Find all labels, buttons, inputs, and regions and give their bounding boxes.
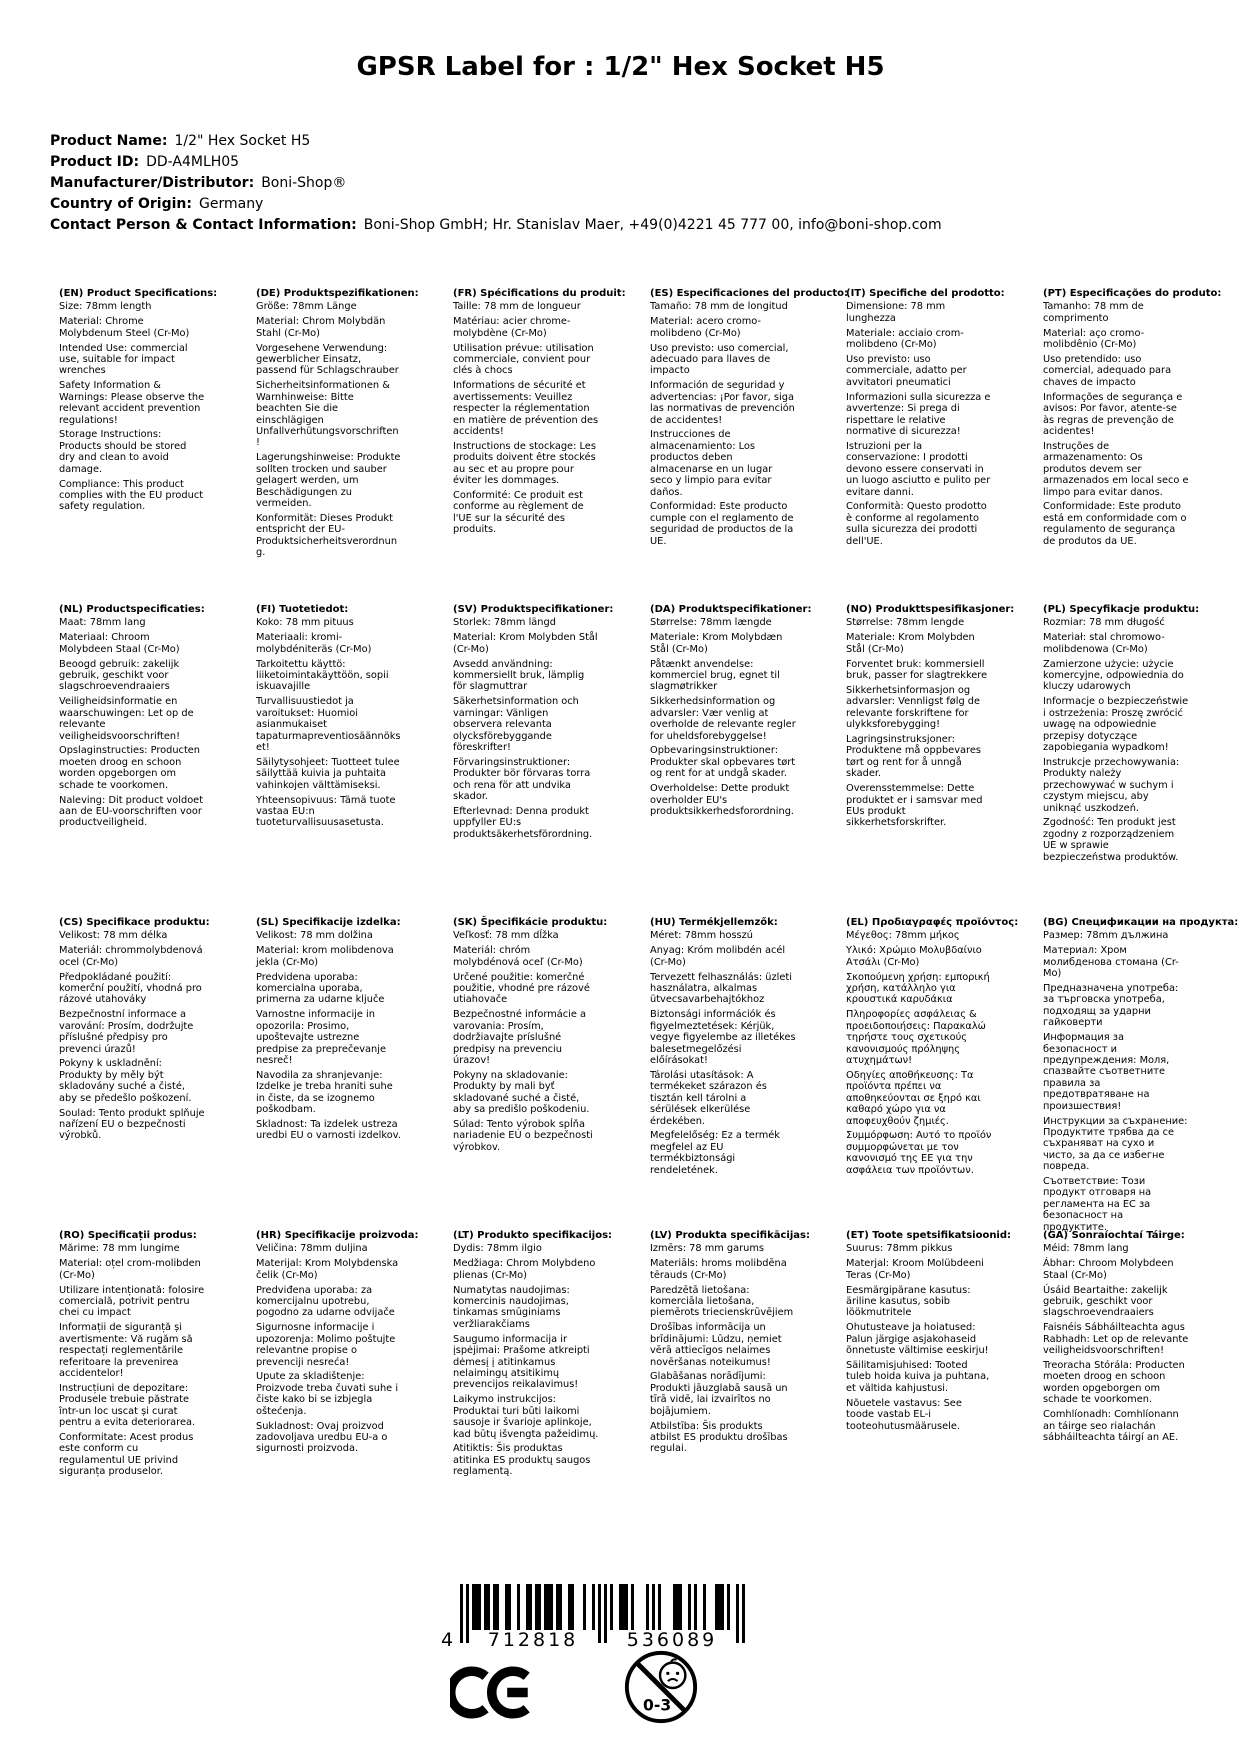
spec-block-header: (ET) Toote spetsifikatsioonid:: [846, 1230, 1012, 1241]
spec-paragraph: Úsáid Beartaithe: zakelijk gebruik, geschikt voor slagschroevendraaiers: [1043, 1284, 1168, 1319]
spec-paragraph: Predvidena uporaba: komercialna uporaba, primerna za udarne ključe: [256, 971, 385, 1006]
spec-block-hu: [650, 917, 796, 1180]
spec-paragraph: Uso previsto: uso commerciale, adatto per avvitatori pneumatici: [846, 354, 967, 388]
spec-block-header: (EN) Product Specifications:: [59, 288, 218, 299]
spec-block-it: [846, 288, 1005, 551]
contact-label: Contact Person & Contact Information:: [50, 217, 357, 233]
manufacturer-label: Manufacturer/Distributor:: [50, 175, 255, 191]
spec-paragraph: Materiāls: hroms molibdēna tērauds (Cr-Mo): [650, 1258, 787, 1281]
spec-paragraph: Comhlíonadh: Comhlíonann an táirge seo rialachán sábháilteachta táirgí an AE.: [1043, 1409, 1179, 1443]
spec-paragraph: Megfelelőség: Ez a termék megfelel az EU termékbiztonsági rendeletének.: [650, 1130, 780, 1176]
spec-block-hr: [256, 1230, 419, 1458]
spec-paragraph: Uso pretendido: uso comercial, adequado para chaves de impacto: [1043, 354, 1172, 388]
manufacturer-line: [50, 173, 942, 194]
spec-paragraph: Información de seguridad y advertencias: ¡Por favor, siga las normativas de prevención de accidentes!: [650, 380, 795, 426]
spec-paragraph: Uso previsto: uso comercial, adecuado para llaves de impacto: [650, 342, 789, 377]
spec-paragraph: Tervezett felhasználás: üzleti használatra, alkalmas ütvecsavarbehajtókhoz: [650, 971, 792, 1006]
spec-paragraph: Påtænkt anvendelse: kommerciel brug, egnet til slagmøtrikker: [650, 658, 780, 693]
spec-block-sv: [453, 604, 614, 844]
spec-paragraph: Utilizare intenționată: folosire comercială, potrivit pentru chei cu impact: [59, 1284, 205, 1319]
spec-paragraph: Size: 78mm length: [59, 301, 152, 313]
spec-block-header: (SK) Špecifikácie produktu:: [453, 917, 608, 928]
spec-paragraph: Nõuetele vastavus: See toode vastab EL-i tooteohutusmäärusele.: [846, 1397, 962, 1432]
spec-paragraph: Μέγεθος: 78mm μήκος: [846, 930, 960, 942]
spec-paragraph: Säkerhetsinformation och varningar: Vänligen observera relevanta olycksförebyggande föreskrifter!: [453, 696, 579, 753]
spec-block-fi: [256, 604, 402, 832]
spec-block-sl: [256, 917, 402, 1145]
spec-paragraph: Turvallisuustiedot ja varoitukset: Huomioi asianmukaiset tapaturmapreventiosäännökset!: [256, 696, 401, 753]
spec-paragraph: Určené použitie: komerčné použitie, vhodné pre rázové utiahovače: [453, 971, 590, 1006]
spec-paragraph: Materiál: chrommolybdenová ocel (Cr-Mo): [59, 945, 203, 968]
spec-paragraph: Eesmärgipärane kasutus: äriline kasutus, sobib löökmutritele: [846, 1284, 971, 1319]
spec-block-header: (CS) Specifikace produktu:: [59, 917, 210, 928]
spec-block-header: (EL) Προδιαγραφές προϊόντος:: [846, 917, 1019, 928]
spec-paragraph: Material: Krom Molybden Stål (Cr-Mo): [453, 632, 598, 655]
spec-paragraph: Treoracha Stórála: Producten moeten droog en schoon worden opgeborgen om schade te voorkomen.: [1043, 1360, 1185, 1406]
spec-paragraph: Forventet bruk: kommersiell bruk, passer for slagtrekkere: [846, 658, 988, 682]
spec-paragraph: Materiale: Krom Molybdæn Stål (Cr-Mo): [650, 632, 783, 655]
spec-paragraph: Größe: 78mm Länge: [256, 301, 357, 313]
spec-paragraph: Yhteensopivuus: Tämä tuote vastaa EU:n tuoteturvallisuusasetusta.: [256, 794, 396, 829]
spec-paragraph: Maat: 78mm lang: [59, 617, 146, 629]
spec-block-de: [256, 288, 419, 562]
spec-block-header: (SV) Produktspecifikationer:: [453, 604, 614, 615]
spec-paragraph: Saugumo informacija ir įspėjimai: Prašome atkreipti dėmesį į atitinkamus nelaimingų atsitikimų prevencijos reikalavimus!: [453, 1333, 590, 1391]
spec-block-header: (FI) Tuotetiedot:: [256, 604, 349, 615]
spec-paragraph: Συμμόρφωση: Αυτό το προϊόν συμμορφώνεται με τον κανονισμό της ΕΕ για την ασφάλεια των προϊόντων.: [846, 1130, 992, 1176]
product-name-value: 1/2" Hex Socket H5: [174, 133, 311, 149]
spec-paragraph: Conformidad: Este producto cumple con el reglamento de seguridad de productos de la UE.: [650, 501, 794, 547]
country-label: Country of Origin:: [50, 196, 192, 212]
spec-paragraph: Istruzioni per la conservazione: I prodotti devono essere conservati in un luogo asciutto e pulito per evitare danni.: [846, 440, 991, 498]
spec-block-header: (FR) Spécifications du produit:: [453, 288, 626, 299]
spec-paragraph: Méid: 78mm lang: [1043, 1243, 1129, 1255]
spec-paragraph: Sukladnost: Ovaj proizvod zadovoljava uredbu EU-a o sigurnosti proizvoda.: [256, 1420, 388, 1455]
barcode-group1: 712818: [487, 1629, 579, 1650]
spec-paragraph: Suurus: 78mm pikkus: [846, 1243, 953, 1255]
spec-paragraph: Инструкции за съхранение: Продуктите трябва да се съхраняват на сухо и чисто, за да се избегне повреда.: [1043, 1115, 1188, 1173]
spec-paragraph: Предназначена употреба: за търговска употреба, подходящ за ударни гайковерти: [1043, 983, 1179, 1029]
age-warning-label: 0-3: [643, 1696, 672, 1715]
spec-block-pl: [1043, 604, 1200, 867]
spec-paragraph: Conformitate: Acest produs este conform cu regulamentul UE privind siguranța produselor.: [59, 1432, 194, 1478]
spec-paragraph: Předpokládané použití: komerční použití, vhodná pro rázové utahováky: [59, 971, 202, 1006]
spec-block-header: (BG) Спецификации на продукта:: [1043, 917, 1239, 928]
spec-paragraph: Съответствие: Този продукт отговаря на регламента на ЕС за безопасност на продуктите.: [1043, 1176, 1152, 1233]
spec-paragraph: Sigurnosne informacije i upozorenja: Molimo poštujte relevantne propise o prevenciji nesreća!: [256, 1322, 396, 1368]
spec-paragraph: Tárolási utasítások: A termékeket szárazon és tisztán kell tárolni a sérülések elkerülése érdekében.: [650, 1069, 767, 1127]
spec-paragraph: Υλικό: Χρώμιο Μολυβδαίνιο Ατσάλι (Cr-Mo): [846, 945, 982, 968]
country-value: Germany: [199, 196, 264, 212]
spec-paragraph: Tamaño: 78 mm de longitud: [650, 301, 788, 313]
spec-paragraph: Overensstemmelse: Dette produktet er i samsvar med EUs produkt sikkerhetsforskrifter.: [846, 783, 983, 829]
spec-paragraph: Predviđena uporaba: za komercijalnu upotrebu, pogodno za udarne odvijače: [256, 1284, 395, 1319]
spec-paragraph: Atitiktis: Šis produktas atitinka ES produktų saugos reglamentą.: [453, 1443, 591, 1478]
spec-paragraph: Materiale: acciaio crom-molibdeno (Cr-Mo): [846, 327, 964, 351]
spec-paragraph: Intended Use: commercial use, suitable for impact wrenches: [59, 342, 188, 377]
spec-paragraph: Material: oțel crom-molibden (Cr-Mo): [59, 1258, 201, 1281]
spec-paragraph: Veličina: 78mm duljina: [256, 1243, 368, 1255]
spec-paragraph: Konformität: Dieses Produkt entspricht der EU-Produktsicherheitsverordnung.: [256, 512, 398, 559]
spec-paragraph: Bezpečnostní informace a varování: Prosím, dodržujte příslušné předpisy pro prevenci úrazů!: [59, 1009, 194, 1055]
spec-paragraph: Размер: 78mm дължина: [1043, 930, 1169, 942]
spec-paragraph: Utilisation prévue: utilisation commerciale, convient pour clés à chocs: [453, 342, 594, 377]
spec-paragraph: Tarkoitettu käyttö: liiketoimintakäyttöön, sopii iskuavajille: [256, 658, 389, 693]
spec-paragraph: Numatytas naudojimas: komercinis naudojimas, tinkamas smūginiams veržliarakčiams: [453, 1284, 570, 1330]
spec-paragraph: Informații de siguranță și avertismente: Vă rugăm să respectați reglementările referitoare la prevenirea accidentelor!: [59, 1322, 193, 1379]
spec-paragraph: Zamierzone użycie: użycie komercyjne, odpowiednia do kluczy udarowych: [1043, 658, 1184, 693]
spec-paragraph: Materiaal: Chroom Molybdeen Staal (Cr-Mo): [59, 632, 180, 655]
spec-paragraph: Lagringsinstruksjoner: Produktene må oppbevares tørt og rent for å unngå skader.: [846, 734, 981, 780]
spec-paragraph: Opbevaringsinstruktioner: Produkter skal opbevares tørt og rent for at undgå skader.: [650, 745, 796, 780]
spec-paragraph: Opslaginstructies: Producten moeten droog en schoon worden opgeborgen om schade te voorkomen.: [59, 745, 201, 791]
spec-block-bg: [1043, 917, 1239, 1237]
spec-paragraph: Skladnost: Ta izdelek ustreza uredbi EU o varnosti izdelkov.: [256, 1119, 401, 1142]
spec-paragraph: Sikkerhetsinformasjon og advarsler: Vennligst følg de relevante forskriftene for ulykksforebygging!: [846, 684, 981, 731]
spec-block-ro: [59, 1230, 205, 1481]
spec-paragraph: Dimensione: 78 mm lunghezza: [846, 301, 946, 324]
spec-paragraph: Faisnéis Sábháilteachta agus Rabhadh: Let op de relevante veiligheidsvoorschriften!: [1043, 1322, 1189, 1357]
spec-paragraph: Материал: Хром молибденова стомана (Cr-Mo): [1043, 945, 1179, 980]
spec-block-sk: [453, 917, 608, 1157]
spec-block-header: (LV) Produkta specifikācijas:: [650, 1230, 810, 1241]
product-id-value: DD-A4MLH05: [146, 154, 240, 170]
spec-paragraph: Vorgesehene Verwendung: gewerblicher Einsatz, passend für Schlagschrauber: [256, 342, 399, 377]
spec-paragraph: Upute za skladištenje: Proizvode treba čuvati suhe i čiste kako bi se izbjegla oštećenja.: [256, 1371, 399, 1417]
product-info: [50, 131, 942, 236]
spec-block-da: [650, 604, 812, 821]
spec-paragraph: Lagerungshinweise: Produkte sollten trocken und sauber gelagert werden, um Beschädigungen zu vermeiden.: [256, 452, 401, 509]
spec-paragraph: Σκοπούμενη χρήση: εμπορική χρήση, κατάλληλο για κρουστικά καρυδάκια: [846, 971, 990, 1006]
spec-paragraph: Bezpečnostné informácie a varovania: Prosím, dodržiavajte príslušné predpisy na prevenciu úrazov!: [453, 1009, 587, 1066]
spec-paragraph: Materiál: chróm molybdénová oceľ (Cr-Mo): [453, 945, 583, 968]
spec-paragraph: Informações de segurança e avisos: Por favor, atente-se às regras de prevenção de acidentes!: [1043, 391, 1183, 437]
country-line: [50, 194, 942, 215]
spec-paragraph: Velikost: 78 mm dolžina: [256, 930, 373, 942]
baby-face-icon: [660, 1663, 685, 1688]
barcode-group2: 536089: [626, 1629, 718, 1650]
spec-paragraph: Navodila za shranjevanje: Izdelke je treba hraniti suhe in čiste, da se izognemo poškodbam.: [256, 1069, 393, 1116]
spec-block-cs: [59, 917, 210, 1145]
spec-block-en: [59, 288, 218, 516]
spec-paragraph: Информация за безопасност и предупреждения: Моля, спазвайте съответните правила за предотвратяване на произшествия!: [1043, 1032, 1170, 1112]
spec-paragraph: Velikost: 78 mm délka: [59, 930, 168, 942]
spec-paragraph: Soulad: Tento produkt splňuje nařízení EU o bezpečnosti výrobků.: [59, 1107, 205, 1142]
spec-paragraph: Glabāšanas norādījumi: Produkti jāuzglabā sausā un tīrā vidē, lai izvairītos no bojājumiem.: [650, 1371, 788, 1417]
spec-block-header: (HR) Specifikacije proizvoda:: [256, 1230, 419, 1241]
spec-paragraph: Biztonsági információk és figyelmeztetések: Kérjük, vegye figyelembe az illetékes balesetmegelőzési előírásokat!: [650, 1009, 796, 1066]
spec-block-et: [846, 1230, 1012, 1436]
spec-paragraph: Naleving: Dit product voldoet aan de EU-voorschriften voor productveiligheid.: [59, 794, 204, 829]
spec-paragraph: Rozmiar: 78 mm długość: [1043, 617, 1165, 629]
spec-paragraph: Conformidade: Este produto está em conformidade com o regulamento de segurança de produtos da UE.: [1043, 501, 1187, 547]
spec-paragraph: Material: Chrome Molybdenum Steel (Cr-Mo): [59, 316, 190, 339]
spec-paragraph: Instructions de stockage: Les produits doivent être stockés au sec et au propre pour éviter les dommages.: [453, 440, 596, 487]
spec-paragraph: Instruções de armazenamento: Os produtos devem ser armazenados em local seco e limpo para evitar danos.: [1043, 440, 1189, 498]
spec-paragraph: Veľkosť: 78 mm dĺžka: [453, 930, 559, 942]
spec-paragraph: Efterlevnad: Denna produkt uppfyller EU:s produktsäkerhetsförordning.: [453, 806, 593, 840]
spec-paragraph: Informazioni sulla sicurezza e avvertenze: Si prega di rispettare le relative normative di sicurezza!: [846, 391, 991, 437]
barcode: [436, 1584, 746, 1650]
spec-paragraph: Materiale: Krom Molybden Stål (Cr-Mo): [846, 632, 975, 655]
spec-paragraph: Storage Instructions: Products should be stored dry and clean to avoid damage.: [59, 429, 187, 475]
product-id-label: Product ID:: [50, 154, 140, 170]
spec-block-header: (DE) Produktspezifikationen:: [256, 288, 419, 299]
spec-block-header: (IT) Specifiche del prodotto:: [846, 288, 1005, 299]
spec-paragraph: Varnostne informacije in opozorila: Prosimo, upoštevajte ustrezne predpise za preprečevanje nesreč!: [256, 1009, 387, 1066]
barcode-left-digit: 4: [440, 1629, 454, 1650]
spec-block-nl: [59, 604, 205, 832]
spec-paragraph: Matériau: acier chrome-molybdène (Cr-Mo): [453, 316, 571, 339]
product-id-line: [50, 152, 942, 173]
spec-block-pt: [1043, 288, 1222, 551]
spec-block-header: (RO) Specificații produs:: [59, 1230, 197, 1241]
spec-paragraph: Material: Chrom Molybdän Stahl (Cr-Mo): [256, 316, 386, 339]
contact-value: Boni-Shop GmbH; Hr. Stanislav Maer, +49(0)4221 45 777 00, info@boni-shop.com: [363, 217, 942, 233]
spec-paragraph: Méret: 78mm hosszú: [650, 930, 754, 942]
spec-paragraph: Paredzētā lietošana: komerciāla lietošana, piemērots triecienskrūvējiem: [650, 1284, 794, 1319]
spec-block-lt: [453, 1230, 613, 1481]
spec-block-ga: [1043, 1230, 1189, 1447]
spec-paragraph: Koko: 78 mm pituus: [256, 617, 354, 629]
spec-paragraph: Pokyny na skladovanie: Produkty by mali byť skladované suché a čisté, aby sa predišlo poškodeniu.: [453, 1069, 590, 1116]
spec-paragraph: Mărime: 78 mm lungime: [59, 1243, 180, 1255]
spec-paragraph: Materijal: Krom Molybdenska čelik (Cr-Mo): [256, 1258, 399, 1281]
spec-paragraph: Materiaali: kromi-molybdéniteräs (Cr-Mo): [256, 632, 372, 655]
spec-paragraph: Taille: 78 mm de longueur: [453, 301, 581, 313]
spec-paragraph: Säilitamisjuhised: Tooted tuleb hoida kuiva ja puhtana, et vältida kahjustusi.: [846, 1360, 990, 1394]
spec-block-el: [846, 917, 1019, 1180]
spec-block-lv: [650, 1230, 810, 1458]
spec-paragraph: Storlek: 78mm längd: [453, 617, 556, 629]
spec-paragraph: Drošības informācija un brīdinājumi: Lūdzu, ņemiet vērā attiecīgos nelaimes novēršanas noteikumus!: [650, 1322, 782, 1368]
spec-paragraph: Πληροφορίες ασφάλειας & προειδοποιήσεις: Παρακαλώ τηρήστε τους σχετικούς κανονισμούς πρόληψης ατυχημάτων!: [846, 1009, 986, 1066]
spec-block-header: (SL) Specifikacije izdelka:: [256, 917, 401, 928]
spec-paragraph: Materiał: stal chromowo-molibdenowa (Cr-Mo): [1043, 632, 1165, 655]
spec-paragraph: Οδηγίες αποθήκευσης: Τα προϊόντα πρέπει να αποθηκεύονται σε ξηρό και καθαρό χώρο για να αποφευχθούν ζημιές.: [846, 1069, 981, 1127]
spec-paragraph: Sikkerhedsinformation og advarsler: Vær venlig at overholde de relevante regler for uheldsforebyggelse!: [650, 696, 796, 742]
spec-paragraph: Sicherheitsinformationen & Warnhinweise: Bitte beachten Sie die einschlägigen Unfallverhütungsvorschriften!: [256, 380, 399, 449]
spec-paragraph: Material: aço cromo-molibdênio (Cr-Mo): [1043, 327, 1145, 351]
spec-paragraph: Instrucciones de almacenamiento: Los productos deben almacenarse en un lugar seco y limpio para evitar daños.: [650, 429, 773, 498]
spec-paragraph: Material: acero cromo-molibdeno (Cr-Mo): [650, 316, 761, 339]
spec-block-header: (LT) Produkto specifikacijos:: [453, 1230, 613, 1241]
spec-paragraph: Izmērs: 78 mm garums: [650, 1243, 765, 1255]
spec-paragraph: Veiligheidsinformatie en waarschuwingen: Let op de relevante veiligheidsvoorschriften!: [59, 696, 194, 742]
spec-paragraph: Informacje o bezpieczeństwie i ostrzeżenia: Proszę zwrócić uwagę na odpowiednie przepisy dotyczące zapobiegania wypadkom!: [1043, 696, 1189, 753]
ce-mark-icon: [450, 1666, 538, 1719]
spec-paragraph: Súlad: Tento výrobok spĺňa nariadenie EÚ o bezpečnosti výrobkov.: [453, 1119, 593, 1153]
spec-paragraph: Atbilstība: Šis produkts atbilst ES produktu drošības regulai.: [650, 1420, 788, 1455]
spec-block-header: (NO) Produkttspesifikasjoner:: [846, 604, 1015, 615]
spec-block-header: (GA) Sonraíochtaí Táirge:: [1043, 1230, 1185, 1241]
spec-paragraph: Compliance: This product complies with the EU product safety regulation.: [59, 478, 204, 513]
spec-paragraph: Beoogd gebruik: zakelijk gebruik, geschikt voor slagschroevendraaiers: [59, 658, 180, 693]
spec-block-header: (DA) Produktspecifikationer:: [650, 604, 812, 615]
spec-paragraph: Conformità: Questo prodotto è conforme al regolamento sulla sicurezza dei prodotti dell'UE.: [846, 501, 987, 547]
spec-paragraph: Størrelse: 78mm længde: [650, 617, 772, 629]
spec-block-header: (NL) Productspecificaties:: [59, 604, 205, 615]
spec-paragraph: Instrucțiuni de depozitare: Produsele trebuie păstrate într-un loc uscat și curat pentru a evita deteriorarea.: [59, 1382, 196, 1429]
spec-paragraph: Pokyny k uskladnění: Produkty by měly být skladovány suché a čisté, aby se předešlo poškození.: [59, 1058, 192, 1104]
spec-paragraph: Størrelse: 78mm lengde: [846, 617, 965, 629]
spec-paragraph: Dydis: 78mm ilgio: [453, 1243, 542, 1255]
spec-paragraph: Tamanho: 78 mm de comprimento: [1043, 301, 1144, 324]
product-name-line: [50, 131, 942, 152]
manufacturer-value: Boni-Shop®: [261, 175, 347, 191]
spec-block-header: (ES) Especificaciones del producto:: [650, 288, 849, 299]
age-warning-0-3-icon: [622, 1648, 700, 1726]
product-name-label: Product Name:: [50, 133, 168, 149]
spec-paragraph: Säilytysohjeet: Tuotteet tulee säilyttää kuivia ja puhtaita vahinkojen välttämiseksi.: [256, 756, 400, 791]
spec-block-header: (PT) Especificações do produto:: [1043, 288, 1222, 299]
spec-paragraph: Overholdelse: Dette produkt overholder EU's produktsikkerhedsforordning.: [650, 783, 795, 817]
spec-block-no: [846, 604, 1015, 832]
spec-paragraph: Zgodność: Ten produkt jest zgodny z rozporządzeniem UE w sprawie bezpieczeństwa produktów.: [1043, 817, 1179, 863]
spec-paragraph: Avsedd användning: kommersiellt bruk, lämplig för slagmuttrar: [453, 658, 585, 693]
spec-paragraph: Materjal: Kroom Molübdeeni Teras (Cr-Mo): [846, 1258, 984, 1281]
contact-line: [50, 215, 942, 236]
spec-paragraph: Förvaringsinstruktioner: Produkter bör förvaras torra och rena för att undvika skador.: [453, 756, 591, 803]
spec-paragraph: Anyag: Króm molibdén acél (Cr-Mo): [650, 945, 786, 968]
spec-paragraph: Laikymo instrukcijos: Produktai turi būti laikomi sausoje ir švarioje aplinkoje, kad būtų išvengta pažeidimų.: [453, 1394, 599, 1440]
page-title: GPSR Label for : 1/2" Hex Socket H5: [356, 52, 885, 82]
spec-paragraph: Ohutusteave ja hoiatused: Palun järgige asjakohaseid õnnetuste vältimise eeskirju!: [846, 1322, 989, 1357]
spec-paragraph: Conformité: Ce produit est conforme au règlement de l'UE sur la sécurité des produits.: [453, 490, 584, 536]
spec-block-fr: [453, 288, 626, 539]
spec-paragraph: Safety Information & Warnings: Please observe the relevant accident prevention regulations!: [59, 380, 205, 426]
spec-block-es: [650, 288, 849, 551]
spec-paragraph: Ábhar: Chroom Molybdeen Staal (Cr-Mo): [1043, 1258, 1174, 1281]
spec-paragraph: Material: krom molibdenova jekla (Cr-Mo): [256, 945, 394, 968]
spec-block-header: (PL) Specyfikacje produktu:: [1043, 604, 1200, 615]
spec-block-header: (HU) Termékjellemzők:: [650, 917, 778, 928]
spec-paragraph: Medžiaga: Chrom Molybdeno plienas (Cr-Mo): [453, 1258, 596, 1281]
spec-paragraph: Informations de sécurité et avertissements: Veuillez respecter la réglementation en matière de prévention des accidents!: [453, 380, 599, 437]
spec-paragraph: Instrukcje przechowywania: Produkty należy przechowywać w suchym i czystym miejscu, aby uniknąć uszkodzeń.: [1043, 756, 1180, 814]
